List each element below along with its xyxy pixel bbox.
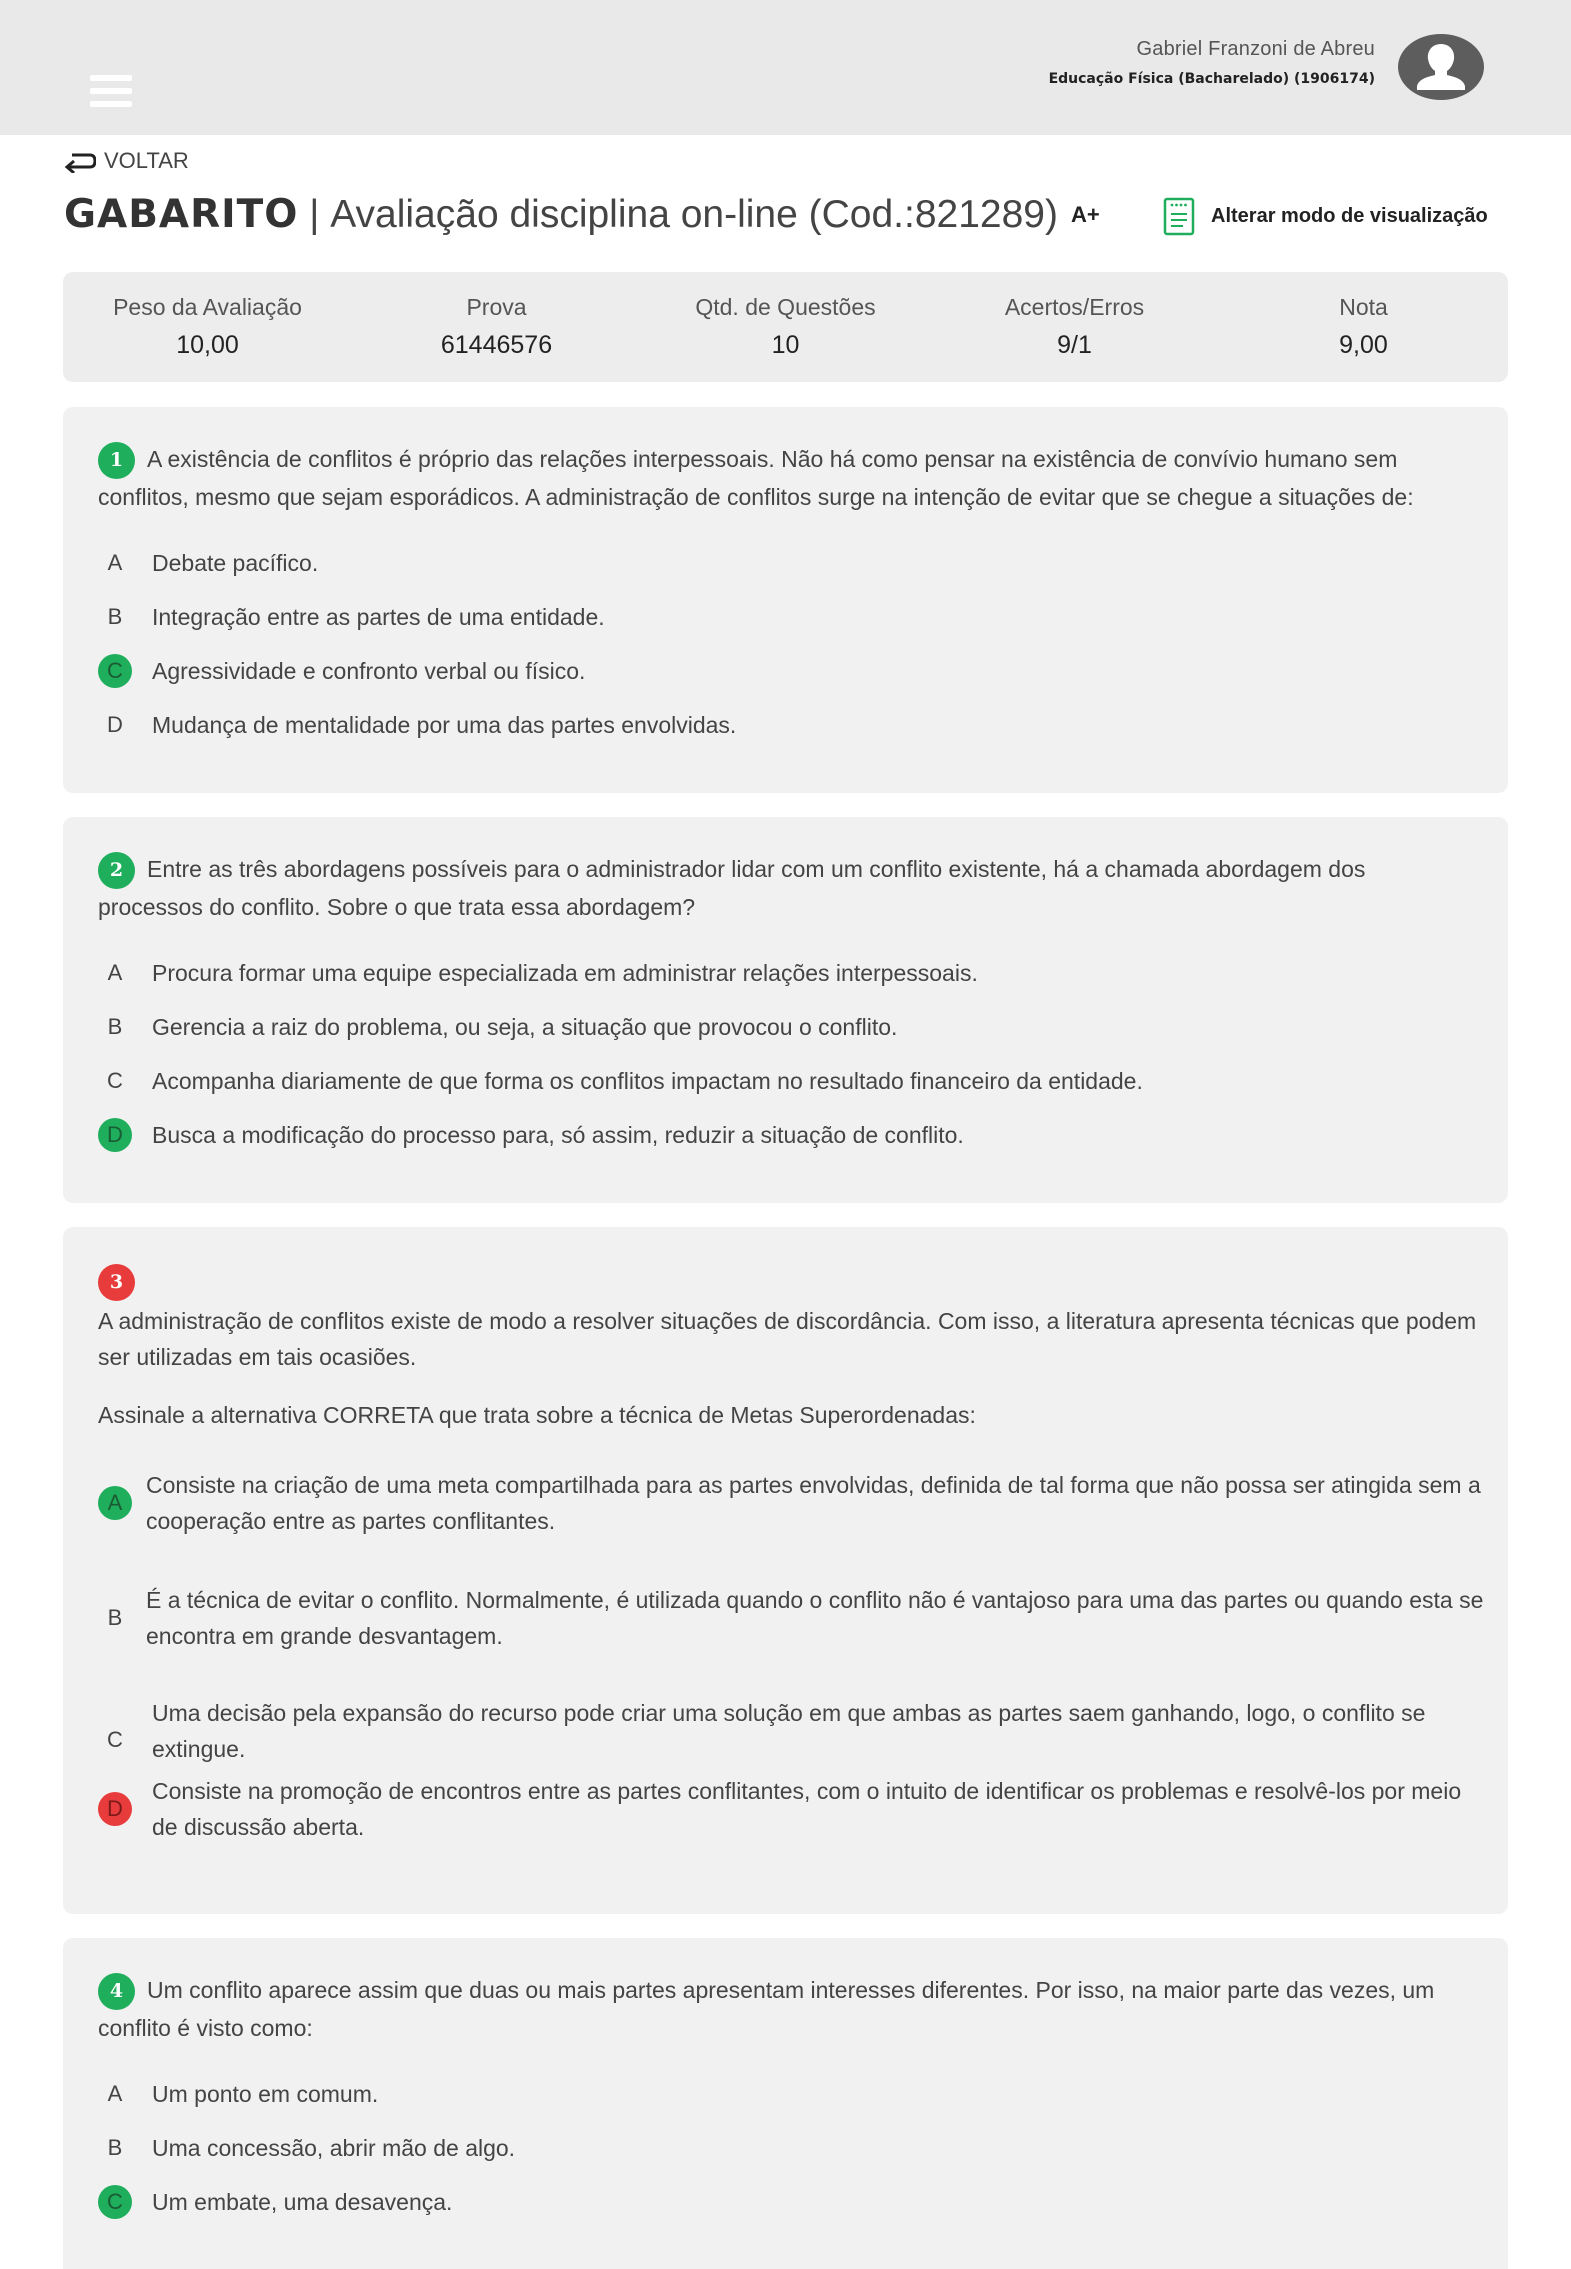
menu-icon[interactable] (90, 75, 132, 109)
option-letter: B (107, 1014, 123, 1039)
user-course: Educação Física (Bacharelado) (1906174) (1048, 71, 1375, 87)
question-number-badge: 4 (98, 1973, 135, 2010)
question-text (98, 1972, 1473, 2047)
option-text: Consiste na criação de uma meta compartilhada para as partes envolvidas, definida de tal forma que não possa ser atingida sem a cooperação entre as partes conflitantes. (146, 1472, 1481, 1534)
back-label: VOLTAR (104, 148, 189, 173)
option-text: Debate pacífico. (152, 550, 319, 576)
option-letter: A (107, 550, 123, 575)
option-letter: A (107, 2081, 123, 2106)
question-statement: A existência de conflitos é próprio das relações interpessoais. Não há como pensar na existência de convívio humano sem conflitos, mesmo que sejam esporádicos. A administração de conflitos surge na intenção de evitar que se chegue a situações de: (98, 446, 1414, 511)
option-a[interactable] (98, 1467, 1488, 1539)
option-text: Busca a modificação do processo para, só assim, reduzir a situação de conflito. (152, 1122, 964, 1148)
summary-value: 10,00 (176, 331, 239, 359)
option-letter: D (107, 712, 123, 737)
option-d[interactable] (98, 707, 1488, 743)
option-text: Um embate, uma desavença. (152, 2189, 453, 2215)
option-letter-correct: C (98, 2185, 132, 2219)
option-letter-correct: C (98, 654, 132, 688)
summary-question-count (641, 272, 930, 382)
option-b[interactable] (98, 599, 1488, 635)
return-arrow-icon (64, 149, 96, 173)
option-letter-correct: D (98, 1118, 132, 1152)
option-b[interactable] (98, 2130, 1488, 2166)
summary-weight (63, 272, 352, 382)
option-letter-correct: A (98, 1486, 132, 1520)
user-info (1049, 38, 1375, 87)
question-card-2 (63, 817, 1508, 1203)
option-c[interactable] (98, 1695, 1488, 1767)
option-text: Um ponto em comum. (152, 2081, 379, 2107)
option-letter: C (107, 1727, 123, 1752)
view-mode-label: Alterar modo de visualização (1211, 204, 1488, 227)
option-c[interactable] (98, 1063, 1488, 1099)
summary-exam (352, 272, 641, 382)
option-c[interactable] (98, 2184, 1488, 2220)
title-bold: GABARITO (64, 192, 299, 237)
option-b[interactable] (98, 1582, 1488, 1654)
summary-value: 9,00 (1339, 331, 1388, 359)
summary-value: 61446576 (440, 331, 553, 359)
option-letter: B (107, 2135, 123, 2160)
option-b[interactable] (98, 1009, 1488, 1045)
question-card-1 (63, 407, 1508, 793)
summary-value: 10 (771, 331, 800, 359)
option-text: Gerencia a raiz do problema, ou seja, a situação que provocou o conflito. (152, 1014, 898, 1040)
question-number-badge: 1 (98, 442, 135, 479)
summary-label: Qtd. de Questões (695, 294, 876, 320)
title-separator: | (309, 193, 320, 236)
option-text: Uma concessão, abrir mão de algo. (152, 2135, 516, 2161)
summary-label: Prova (466, 294, 527, 320)
summary-hits-misses (930, 272, 1219, 382)
option-text: Integração entre as partes de uma entidade. (152, 604, 605, 630)
option-letter: B (107, 604, 123, 629)
document-icon (1163, 196, 1195, 236)
option-c[interactable] (98, 653, 1488, 689)
avatar[interactable] (1398, 34, 1484, 100)
summary-grade (1219, 272, 1508, 382)
option-letter: C (107, 1068, 123, 1093)
question-statement: Entre as três abordagens possíveis para o administrador lidar com um conflito existente, há a chamada abordagem dos processos do conflito. Sobre o que trata essa abordagem? (98, 856, 1366, 921)
option-d[interactable] (98, 1773, 1488, 1845)
option-text: Agressividade e confronto verbal ou físico. (152, 658, 586, 684)
question-number-badge: 3 (98, 1264, 135, 1301)
option-letter-wrong: D (98, 1792, 132, 1826)
option-text: Uma decisão pela expansão do recurso pode criar uma solução em que ambas as partes saem ganhando, logo, o conflito se extingue. (152, 1700, 1426, 1762)
question-statement: A administração de conflitos existe de modo a resolver situações de discordância. Com isso, a literatura apresenta técnicas que podem ser utilizadas em tais ocasiões. (98, 1308, 1477, 1370)
user-silhouette-icon (1417, 44, 1465, 90)
option-a[interactable] (98, 955, 1488, 991)
option-letter: A (107, 960, 123, 985)
back-link[interactable] (64, 148, 189, 174)
question-statement: Um conflito aparece assim que duas ou mais partes apresentam interesses diferentes. Por isso, na maior parte das vezes, um conflito é visto como: (98, 1977, 1435, 2042)
question-card-4 (63, 1938, 1508, 2269)
question-card-3 (63, 1227, 1508, 1914)
question-text (98, 851, 1473, 926)
option-text: Mudança de mentalidade por uma das partes envolvidas. (152, 712, 737, 738)
title-rest: Avaliação disciplina on-line (Cod.:821289) (330, 193, 1058, 236)
summary-label: Acertos/Erros (1004, 294, 1145, 320)
question-instruction: Assinale a alternativa CORRETA que trata sobre a técnica de Metas Superordenadas: (98, 1402, 976, 1428)
option-a[interactable] (98, 2076, 1488, 2112)
option-text: Consiste na promoção de encontros entre as partes conflitantes, com o intuito de identificar os problemas e resolvê-los por meio de discussão aberta. (152, 1778, 1462, 1840)
view-mode-button[interactable] (1163, 196, 1488, 236)
option-text: Acompanha diariamente de que forma os conflitos impactam no resultado financeiro da entidade. (152, 1068, 1143, 1094)
option-text: É a técnica de evitar o conflito. Normalmente, é utilizada quando o conflito não é vantajoso para uma das partes ou quando esta se encontra em grande desvantagem. (146, 1587, 1484, 1649)
option-d[interactable] (98, 1117, 1488, 1153)
summary-panel (63, 272, 1508, 382)
page-title (64, 192, 1058, 237)
option-letter: B (107, 1605, 123, 1630)
summary-label: Peso da Avaliação (113, 294, 302, 320)
option-text: Procura formar uma equipe especializada em administrar relações interpessoais. (152, 960, 978, 986)
question-number-badge: 2 (98, 852, 135, 889)
question-text (98, 441, 1473, 516)
font-size-button[interactable]: A+ (1071, 202, 1100, 227)
user-name: Gabriel Franzoni de Abreu (1136, 38, 1375, 60)
option-a[interactable] (98, 545, 1488, 581)
top-bar (0, 0, 1571, 135)
summary-value: 9/1 (1057, 331, 1092, 359)
summary-label: Nota (1339, 294, 1388, 320)
